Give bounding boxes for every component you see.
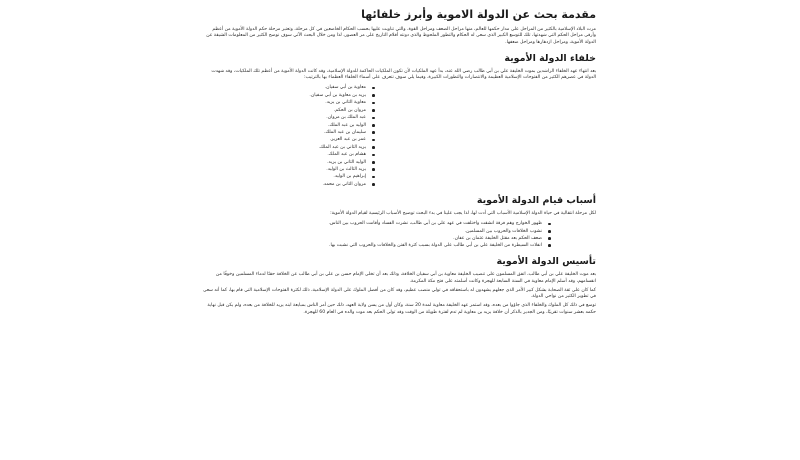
list-item: معاوية الثاني بن يزيد. [200,99,366,106]
list-item: عمر بن عبد العزيز. [200,136,366,143]
list-item: مروان بن الحكم. [200,107,366,114]
causes-paragraph: لكل مرحلة انتقالية في حياة الدولة الإسلامية الأسباب التي أدت لها، لذا يجب علينا في بدء البحث توضيح الأسباب الرئيسية لقيام الدولة الأموية: [330,211,596,217]
caliphs-list [200,84,596,188]
list-item: انفلات السيطرة من الخليفة علي بن أبي طالب على الدولة بسبب كثرة الفتن والخلافات والحروب التي نشبت بها. [200,242,542,249]
list-item: هشام بن عبد الملك. [200,151,366,158]
list-item: نشوب الخلافات والحروب بين المسلمين. [200,228,542,235]
caliphs-paragraph: بعد انتهاء عهد الخلفاء الراشدين بموت الخليفة علي بن أبي طالب رضي الله عنه، بدأ عهد الملكيات لأن تكون الملكيات الحاكمة للدولة الإسلامية، وقد كانت الدولة الأموية من أعظم تلك الملكيات، وقد شهدت الدولة في عصرهم الكثير من الفتوحات الإسلامية العظيمة والانتصارات والتطورات الكبيرة، وفيما يلي سوف نتعرف على أسماء الخلفاء العظماء بها بالترتيب: [211,68,596,81]
intro-paragraph: مرت البلاد الإسلامية بالكثير من المراحل على مدار حكمها للعالم، منها مراحل الضعف ومراحل القوة، والتي تناوبت عليها بحسب الحكام الخاضعين في كل مرحلة، وتعتبر مرحلة حكم الدولة الأموية من أعظم وأرقى مراحل الحكم التي شهدتها، تلك للتوسع الكبير الذي سعى له الحكام والتطور الملحوظ والذي دونته أقلام التاريخ على مر العصور، لذا ومن خلال البحث الآتي سوف نوضح الكثير من المعلومات الشيقة عن الدولة الأموية، ومراحل ازدهارها ومراحل ضعفها. [206,27,596,45]
section-heading-causes: أسباب قيام الدولة الأموية [476,195,596,207]
section-heading-caliphs: خلفاء الدولة الأموية [504,52,596,64]
list-item: يزيد بن معاوية بن أبي سفيان. [200,92,366,99]
founding-paragraph: كما كان على ثقة الصحابة بشكل كبير الأمر الذي جعلهم يشهدون له باستحقاقه في تولي منصب عظيم، وقد كان من أفضل الملوك على الدولة الإسلامية، ذلك لكثرة الفتوحات الإسلامية التي قام بها، كما أنه سعى في تطوير الكثير من نواحي الدولة. [203,287,596,300]
list-item: سليمان بن عبد الملك. [200,129,366,136]
section-heading-founding: تأسيس الدولة الأموية [496,256,596,268]
page-title: مقدمة بحث عن الدولة الاموية وأبرز خلفائها [361,8,596,21]
list-item: ظهور الخوارج وهم فرقة انشقت واختلفت في عهد علي بن أبي طالب، نشرت الفساد وأقامت الحروب بين الناس. [200,220,542,227]
list-item: مروان الثاني بن محمد. [200,181,366,188]
document-body [200,8,596,319]
list-item: معاوية بن أبي سفيان. [200,84,366,91]
founding-paragraph: توسع في ذلك كل الملوك والخلفاء الذي جاؤوا من بعده، وقد استمر عهد الخليفة معاوية لمدة 20 سنة، وكان أول من يسن ولاية العهد، ذلك حين أمر الناس بمبايعة ابنه يزيد للخلافة من بعده، ولم يكن قبل نهاية حكمه بعشر سنوات تقريبًا، ومن الجدير بالذكر أن خلافة يزيد بن معاوية لم تدم لفترة طويلة من الوقت وقد تولى الحكم بعد موت والده في العام 60 للهجرة. [207,303,596,315]
list-item: يزيد الثاني بن عبد الملك. [200,144,366,151]
list-item: ضعف الحكم بعد مقتل الخليفة عثمان بن عفان. [200,235,542,242]
founding-paragraph: بعد موت الخليفة علي بن أبي طالب، اتفق المسلمون على تنصيب الخليفة معاوية بن أبي سفيان الخلافة، وذلك بعد أن تخلى الإمام حسن بن علي بن أبي طالب عن الخلافة حقنًا لدماء المسلمين وخوفًا من انقسامهم، وقد أسلم الإمام معاوية في السنة السابعة للهجرة وكانت أسلمته على فتح مكة المكرمة. [215,272,596,284]
list-item: الوليد بن عبد الملك. [200,122,366,129]
causes-list [200,220,596,249]
list-item: الوليد الثاني بن يزيد. [200,159,366,166]
list-item: يزيد الثالث بن الوليد. [200,166,366,173]
list-item: إبراهيم بن الوليد. [200,173,366,180]
list-item: عبد الملك بن مروان. [200,114,366,121]
